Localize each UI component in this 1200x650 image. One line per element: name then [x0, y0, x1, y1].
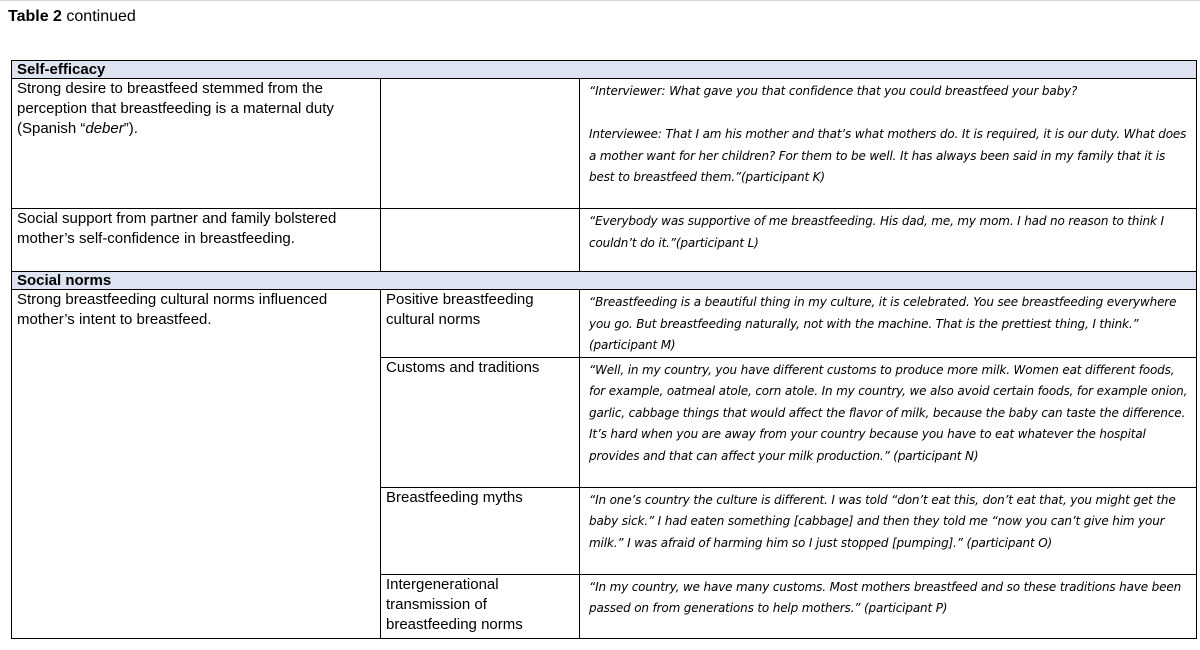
section-header-social-norms: Social norms — [12, 272, 381, 290]
section-header-self-efficacy: Self-efficacy — [12, 61, 381, 79]
quote-cell — [580, 79, 1197, 209]
table-caption-suffix: continued — [61, 8, 136, 25]
subtheme-cell: Customs and traditions — [381, 357, 580, 487]
quote-cell: “In my country, we have many customs. Most mothers breastfeed and so these traditions have been passed on from generations to help mothers.” (participant P) — [580, 574, 1197, 638]
subtheme-cell — [381, 209, 580, 272]
quote-cell: “In one’s country the culture is different. I was told “don’t eat this, don’t eat that, you might get the baby sick.” I had eaten something [cabbage] and then they told me “now you can’t give him your milk.” I was afraid of harming him so I just stopped [pumping].” (participant O) — [580, 487, 1197, 574]
theme-cell: Strong breastfeeding cultural norms influenced mother’s intent to breastfeed. — [12, 290, 381, 639]
quote-cell: “Breastfeeding is a beautiful thing in my culture, it is celebrated. You see breastfeeding everywhere you go. But breastfeeding naturally, not with the machine. That is the prettiest thing, I think.” (participant M) — [580, 290, 1197, 358]
section-header-filler — [580, 272, 1197, 290]
subtheme-cell — [381, 79, 580, 209]
quote-paragraph: “Interviewer: What gave you that confidence that you could breastfeed your baby? — [589, 84, 1078, 98]
table-row — [12, 209, 1197, 272]
qualitative-themes-table — [11, 60, 1197, 639]
table-row — [12, 290, 1197, 358]
quote-cell: “Everybody was supportive of me breastfeeding. His dad, me, my mom. I had no reason to think I couldn’t do it.”(participant L) — [580, 209, 1197, 272]
subtheme-cell: Breastfeeding myths — [381, 487, 580, 574]
subtheme-cell: Positive breastfeeding cultural norms — [381, 290, 580, 358]
quote-paragraph: Interviewee: That I am his mother and that’s what mothers do. It is required, it is our duty. What does a mother want for her children? For them to be well. It has always been said in my family that it is best to breastfeed them.”(participant K) — [589, 127, 1187, 184]
table-caption — [8, 7, 136, 27]
table-caption-label: Table 2 — [8, 8, 62, 25]
theme-text-italic: deber — [85, 120, 124, 137]
theme-text-end: ”). — [123, 120, 138, 137]
quote-cell: “Well, in my country, you have different customs to produce more milk. Women eat different foods, for example, oatmeal atole, corn atole. In my country, we also avoid certain foods, for example onion, garlic, cabbage things that would affect the flavor of milk, because the baby can taste the difference. It’s hard when you are away from your country because you have to eat whatever the hospital provides and that can affect your milk production.” (participant N) — [580, 357, 1197, 487]
section-header-row — [12, 272, 1197, 290]
subtheme-cell: Intergenerational transmission of breastfeeding norms — [381, 574, 580, 638]
theme-cell — [12, 79, 381, 209]
section-header-row — [12, 61, 1197, 79]
section-header-filler — [381, 272, 580, 290]
section-header-filler — [381, 61, 580, 79]
theme-text: Strong desire to breastfeed stemmed from the perception that breastfeeding is a maternal duty (Spanish “ — [17, 80, 334, 137]
table-row — [12, 79, 1197, 209]
top-divider — [0, 0, 1200, 1]
section-header-filler — [580, 61, 1197, 79]
theme-cell: Social support from partner and family bolstered mother’s self-confidence in breastfeeding. — [12, 209, 381, 272]
